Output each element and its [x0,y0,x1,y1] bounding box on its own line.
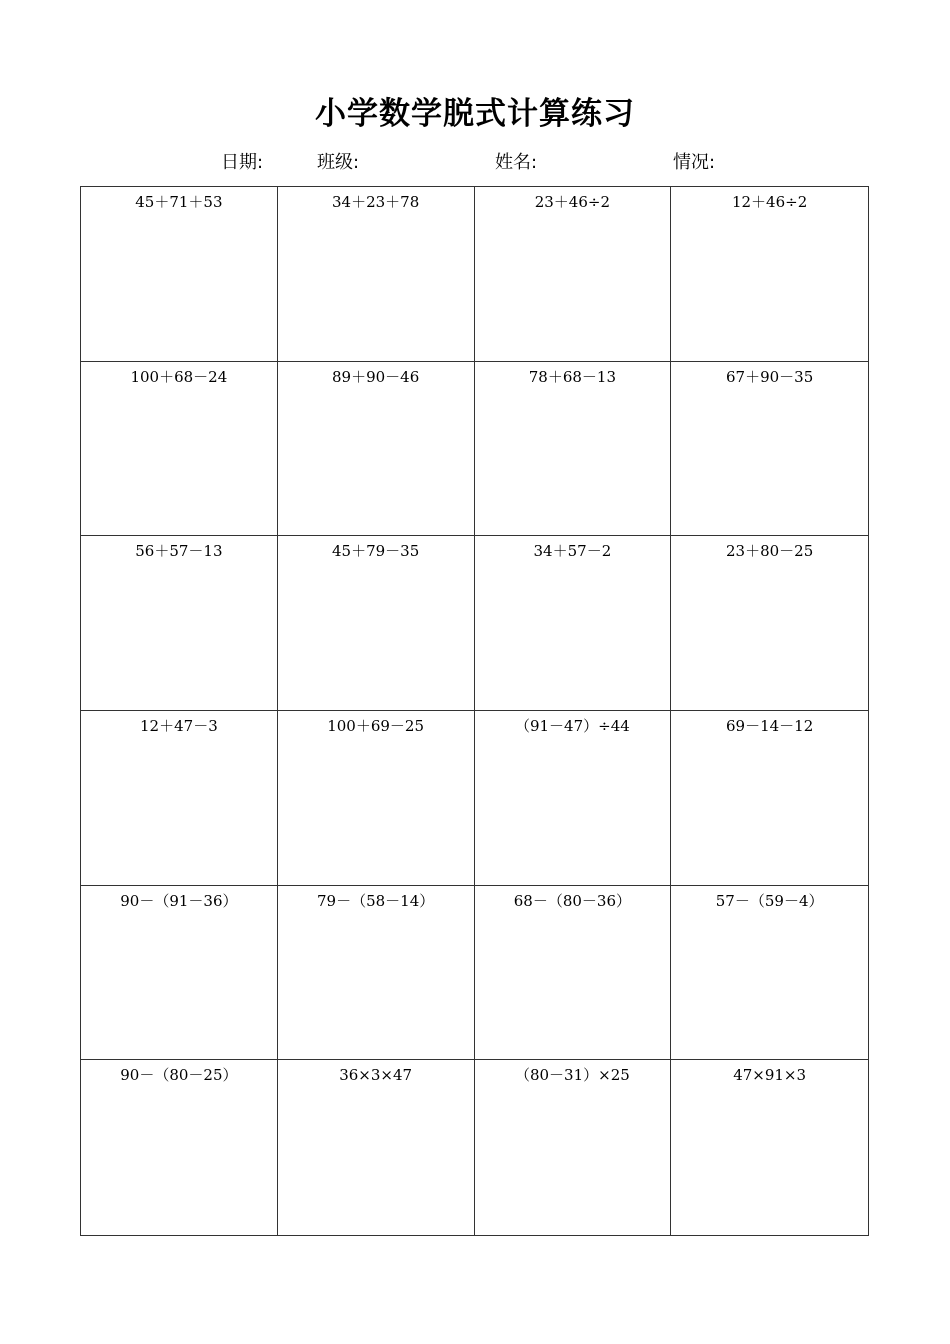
problem-cell [671,1060,868,1235]
problem-cell [81,362,278,537]
problem-expression: 45＋71＋53 [135,193,223,211]
problem-cell [81,536,278,711]
problem-expression: 12＋47－3 [140,717,218,735]
problem-cell [278,187,475,362]
problem-cell [671,886,868,1061]
problem-grid [80,186,869,1236]
date-label: 日期: [221,152,264,173]
problem-cell [475,536,672,711]
problem-expression: 12＋46÷2 [731,193,808,211]
problem-cell [81,886,278,1061]
name-label: 姓名: [495,152,538,173]
problem-expression: 23＋46÷2 [534,193,611,211]
class-label: 班级: [317,152,360,173]
problem-cell [671,362,868,537]
problem-cell [278,886,475,1061]
problem-expression: 36×3×47 [339,1066,413,1085]
problem-expression: 47×91×3 [733,1066,807,1085]
worksheet-title: 小学数学脱式计算练习 [315,96,635,132]
problem-expression: 89＋90－46 [331,367,420,386]
problem-expression: 57－（59－4） [715,891,824,910]
problem-expression: 45＋79－35 [331,542,420,561]
problem-cell [475,362,672,537]
problem-cell [278,362,475,537]
problem-cell [671,711,868,886]
problem-expression: 68－（80－36） [513,891,631,910]
problem-cell [475,1060,672,1235]
problem-expression: 100＋68－24 [130,367,228,386]
problem-cell [475,711,672,886]
problem-expression: （80－31）×25 [514,1066,630,1085]
problem-expression: 67＋90－35 [725,367,814,386]
problem-cell [81,1060,278,1235]
problem-expression: （91－47）÷44 [514,717,630,735]
problem-cell [81,187,278,362]
problem-cell [475,886,672,1061]
problem-expression: 23＋80－25 [725,542,814,561]
problem-expression: 34＋23＋78 [331,193,420,211]
problem-cell [81,711,278,886]
problem-expression: 56＋57－13 [135,542,223,561]
problem-expression: 79－（58－14） [316,891,435,910]
problem-cell [278,1060,475,1235]
problem-expression: 90－（91－36） [120,891,238,910]
problem-cell [278,536,475,711]
problem-expression: 100＋69－25 [327,717,425,735]
problem-cell [475,187,672,362]
problem-expression: 34＋57－2 [533,542,612,561]
problem-cell [278,711,475,886]
problem-cell [671,187,868,362]
problem-cell [671,536,868,711]
status-label: 情况: [673,152,716,173]
problem-expression: 78＋68－13 [528,367,616,386]
problem-expression: 69－14－12 [725,717,814,735]
problem-expression: 90－（80－25） [120,1066,238,1085]
